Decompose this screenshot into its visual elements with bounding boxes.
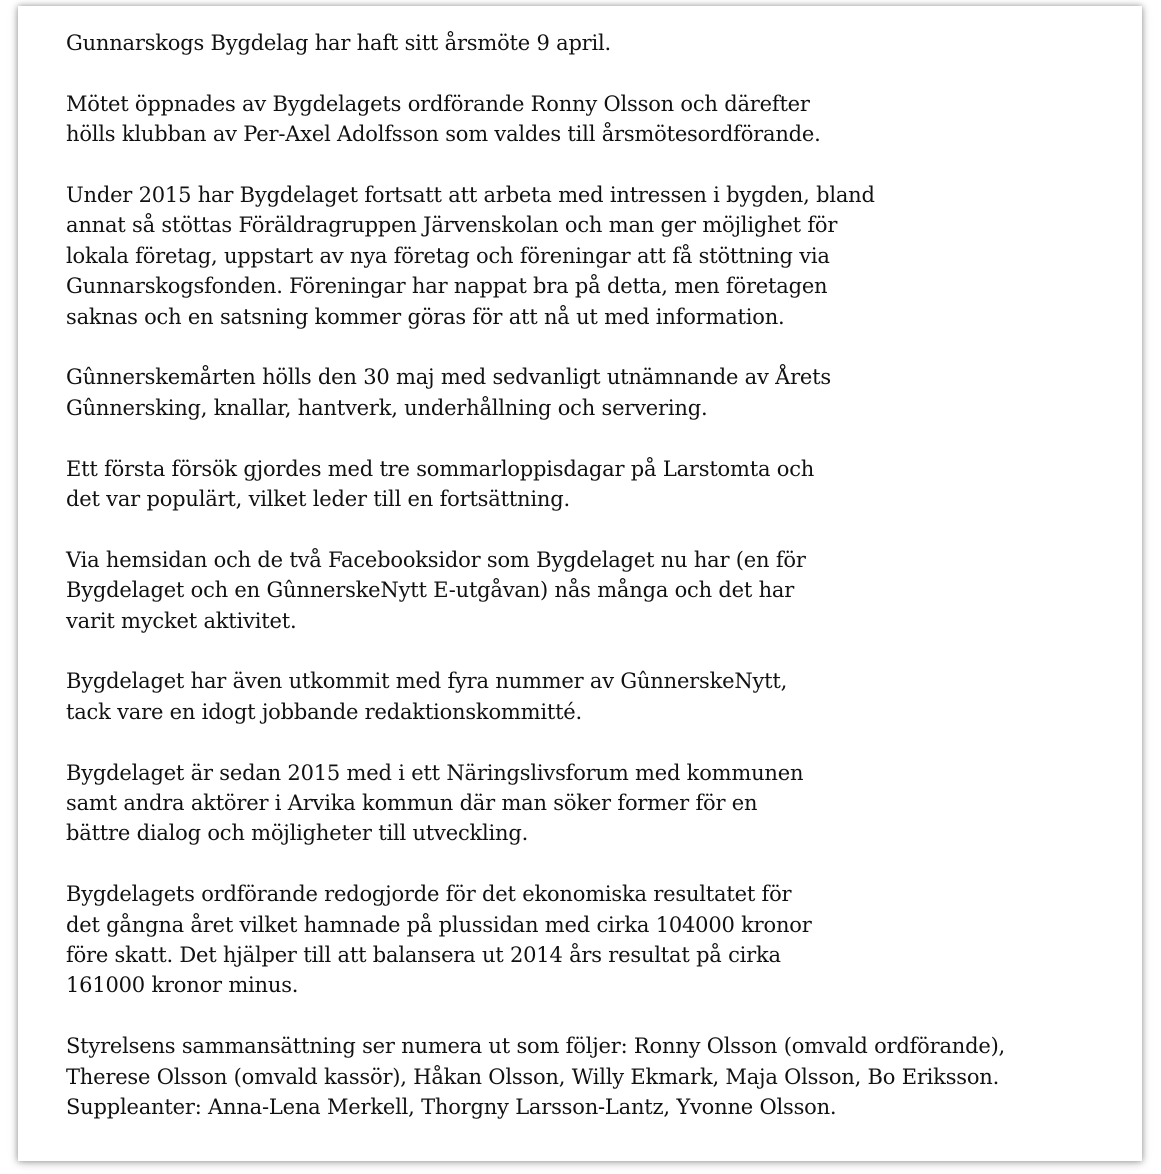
- document-page: [18, 6, 1142, 1161]
- text-line: Gunnarskogs Bygdelag har haft sitt årsmöte 9 april.: [66, 31, 612, 55]
- text-line: Suppleanter: Anna-Lena Merkell, Thorgny Larsson-Lantz, Yvonne Olsson.: [66, 1095, 837, 1120]
- paragraph: [66, 89, 1136, 150]
- text-line: Via hemsidan och de två Facebooksidor som Bygdelaget nu har (en för: [66, 547, 806, 572]
- text-line: annat så stöttas Föräldragruppen Järvenskolan och man ger möjlighet för: [66, 213, 838, 238]
- text-line: Under 2015 har Bygdelaget fortsatt att arbeta med intressen i bygden, bland: [66, 183, 875, 207]
- text-line: Therese Olsson (omvald kassör), Håkan Olsson, Willy Ekmark, Maja Olsson, Bo Eriksson.: [66, 1064, 1000, 1089]
- text-line: Bygdelagets ordförande redogjorde för det ekonomiska resultatet för: [66, 882, 792, 907]
- text-line: hölls klubban av Per-Axel Adolfsson som valdes till årsmötesordförande.: [66, 122, 821, 147]
- document-body: [66, 28, 1136, 1153]
- paragraph: [66, 545, 1136, 636]
- text-line: samt andra aktörer i Arvika kommun där man söker former för en: [66, 791, 758, 816]
- text-line: 161000 kronor minus.: [66, 973, 299, 998]
- text-line: tack vare en idogt jobbande redaktionskommitté.: [66, 699, 583, 724]
- text-line: bättre dialog och möjligheter till utveckling.: [66, 821, 529, 846]
- text-line: Gûnnersking, knallar, hantverk, underhållning och servering.: [66, 395, 708, 420]
- text-line: lokala företag, uppstart av nya företag och föreningar att få stöttning via: [66, 243, 830, 268]
- text-line: före skatt. Det hjälper till att balansera ut 2014 års resultat på cirka: [66, 943, 781, 968]
- paragraph: [66, 180, 1136, 332]
- text-line: varit mycket aktivitet.: [66, 608, 297, 633]
- text-line: Bygdelaget och en GûnnerskeNytt E-utgåvan) nås många och det har: [66, 578, 795, 603]
- text-line: Gunnarskogsfonden. Föreningar har nappat bra på detta, men företagen: [66, 274, 828, 299]
- paragraph: [66, 666, 1136, 727]
- paragraph: [66, 758, 1136, 849]
- text-line: det var populärt, vilket leder till en fortsättning.: [66, 487, 570, 512]
- text-line: Ett första försök gjordes med tre sommarloppisdagar på Larstomta och: [66, 456, 815, 481]
- text-line: Gûnnerskemårten hölls den 30 maj med sedvanligt utnämnande av Årets: [66, 365, 831, 390]
- paragraph: [66, 362, 1136, 423]
- text-line: saknas och en satsning kommer göras för att nå ut med information.: [66, 304, 785, 329]
- paragraph: [66, 1031, 1136, 1122]
- text-line: Styrelsens sammansättning ser numera ut som följer: Ronny Olsson (omvald ordförande),: [66, 1034, 1006, 1059]
- paragraph: [66, 454, 1136, 515]
- text-line: Bygdelaget har även utkommit med fyra nummer av GûnnerskeNytt,: [66, 669, 788, 694]
- text-line: Mötet öppnades av Bygdelagets ordförande Ronny Olsson och därefter: [66, 91, 810, 116]
- paragraph: [66, 28, 1136, 58]
- text-line: det gångna året vilket hamnade på plussidan med cirka 104000 kronor: [66, 912, 812, 937]
- text-line: Bygdelaget är sedan 2015 med i ett Näringslivsforum med kommunen: [66, 760, 804, 785]
- paragraph: [66, 879, 1136, 1001]
